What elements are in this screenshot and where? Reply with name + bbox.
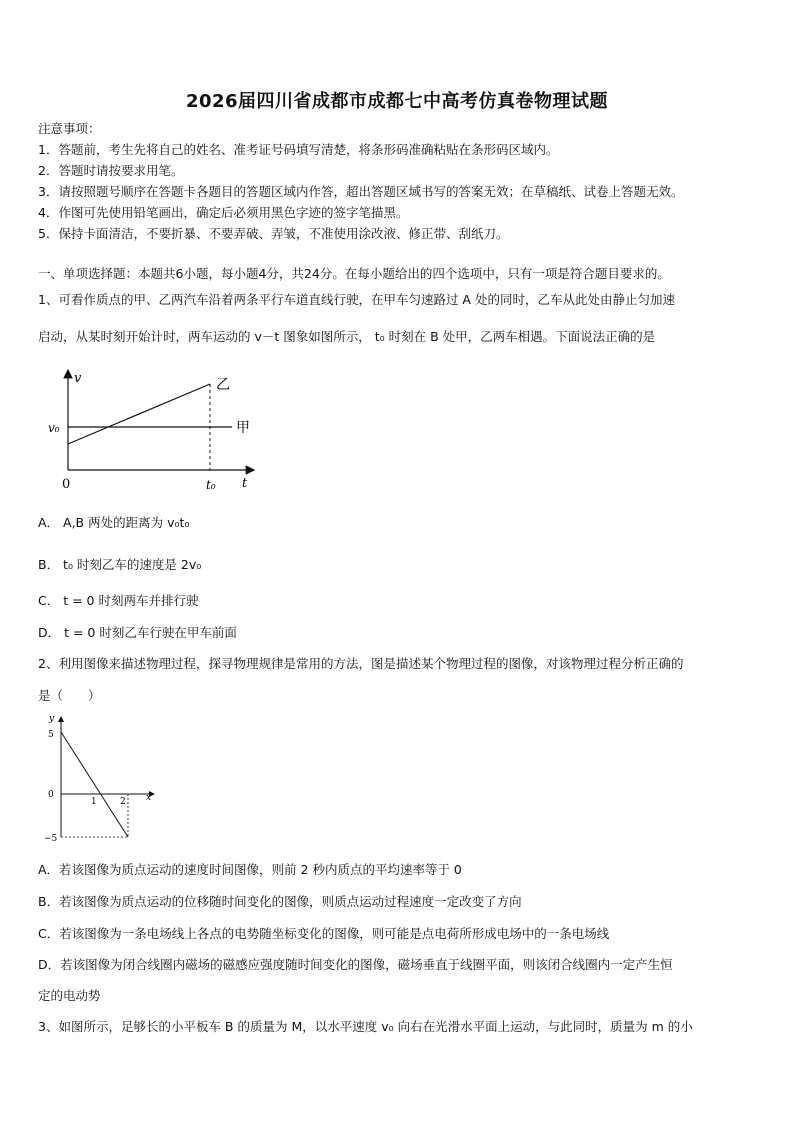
notice-item: 4．作图可先使用铅笔画出，确定后必须用黑色字迹的签字笔描黑。 (38, 205, 409, 220)
q2-x-one: 1 (91, 797, 97, 807)
q1-stem: 1、可看作质点的甲、乙两汽车沿着两条平行车道直线行驶，在甲车匀速路过 A 处的同时，乙车从此处由静止匀加速 (38, 292, 675, 307)
q1-option-b: B． t₀ 时刻乙车的速度是 2v₀ (38, 557, 202, 572)
q1-stem: 启动，从某时刻开始计时，两车运动的 v－t 图象如图所示， t₀ 时刻在 B 处甲，乙两车相遇。下面说法正确的是 (38, 329, 656, 344)
q2-option-b: B．若该图像为质点运动的位移随时间变化的图像，则质点运动过程速度一定改变了方向 (38, 894, 522, 909)
q1-t0-label: t₀ (206, 478, 216, 492)
q3-stem: 3、如图所示，足够长的小平板车 B 的质量为 M，以水平速度 v₀ 向右在光滑水平面上运动，与此同时，质量为 m 的小 (38, 1019, 693, 1034)
notice-heading: 注意事项： (38, 121, 101, 136)
page-title: 2026届四川省成都市成都七中高考仿真卷物理试题 (185, 91, 609, 112)
q2-y-label: y (49, 714, 55, 724)
notice-item: 5．保持卡面清洁，不要折暴、不要弄破、弄皱，不准使用涂改液、修正带、刮纸刀。 (38, 226, 509, 241)
q1-option-c: C． t = 0 时刻两车并排行驶 (38, 593, 199, 608)
q2-y-bottom: −5 (44, 834, 58, 844)
q1-y-label: v (74, 371, 82, 386)
q1-label-yi: 乙 (216, 377, 230, 393)
q2-option-d-cont: 定的电动势 (38, 988, 101, 1003)
q2-x-label: x (146, 793, 152, 803)
q2-option-a: A．若该图像为质点运动的速度时间图像，则前 2 秒内质点的平均速率等于 0 (38, 862, 462, 877)
q2-stem: 2、利用图像来描述物理过程，探寻物理规律是常用的方法，图是描述某个物理过程的图像，对该物理过程分析正确的 (38, 656, 684, 671)
q1-option-d: D． t = 0 时刻乙车行驶在甲车前面 (38, 625, 237, 640)
q1-vt-graph (40, 365, 270, 500)
notice-item: 1．答题前，考生先将自己的姓名、准考证号码填写清楚，将条形码准确粘贴在条形码区域内。 (38, 142, 559, 157)
q2-data-line (61, 732, 128, 837)
q2-x-two: 2 (120, 797, 126, 807)
q1-origin: 0 (62, 477, 71, 492)
q2-option-d: D．若该图像为闭合线圈内磁场的磁感应强度随时间变化的图像，磁场垂直于线圈平面，则该闭合线圈内一定产生恒 (38, 957, 673, 972)
q1-line-yi (68, 384, 210, 444)
q2-option-c: C．若该图像为一条电场线上各点的电势随坐标变化的图像，则可能是点电荷所形成电场中的一条电场线 (38, 926, 610, 941)
notice-item: 2．答题时请按要求用笔。 (38, 163, 184, 178)
q2-y-top: 5 (48, 730, 54, 740)
q1-label-jia: 甲 (236, 420, 250, 436)
q2-stem: 是（ ） (38, 688, 101, 703)
q2-graph (40, 712, 170, 847)
q1-option-a: A． A,B 两处的距离为 v₀t₀ (38, 515, 190, 530)
q2-y-zero: 0 (48, 790, 54, 800)
q1-x-label: t (242, 476, 248, 491)
notice-item: 3．请按照题号顺序在答题卡各题目的答题区域内作答，超出答题区域书写的答案无效；在草稿纸、试卷上答题无效。 (38, 184, 684, 199)
section-heading: 一、单项选择题：本题共6小题，每小题4分，共24分。在每小题给出的四个选项中，只有一项是符合题目要求的。 (38, 266, 670, 281)
q1-v0-label: v₀ (48, 421, 60, 435)
